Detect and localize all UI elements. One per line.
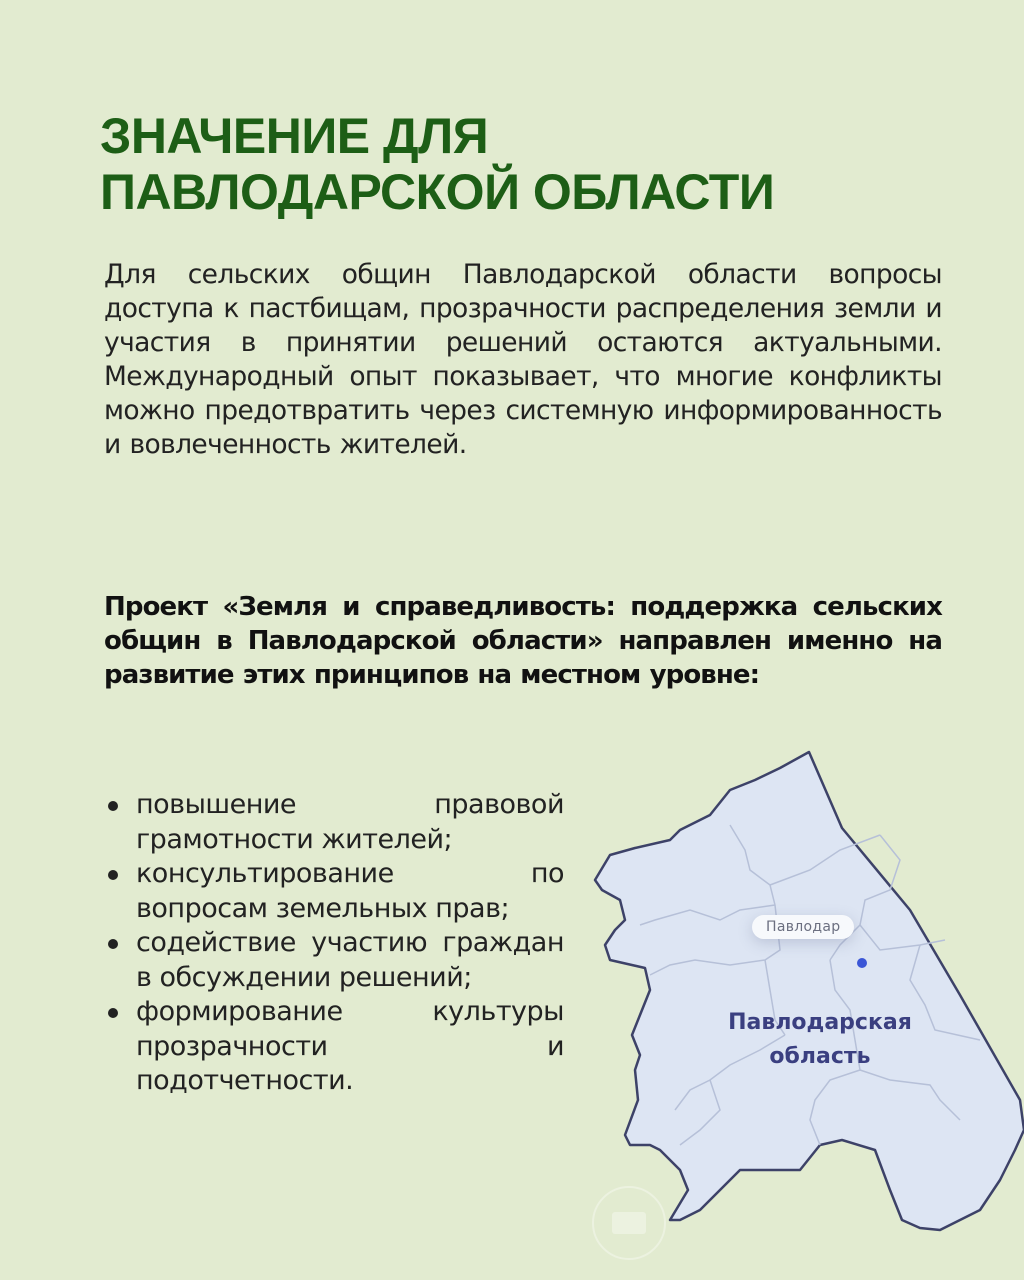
bullet-icon (108, 870, 118, 880)
principles-list (104, 788, 564, 1099)
project-paragraph: Проект «Земля и справедливость: поддержка сельских общин в Павлодарской области» направлен именно на развитие этих принципов на местном уровне: (104, 592, 942, 690)
region-map-shape (580, 750, 1024, 1250)
city-marker-icon (857, 958, 867, 968)
region-map (580, 750, 1024, 1250)
title-line-1: ЗНАЧЕНИЕ ДЛЯ (100, 108, 489, 164)
intro-paragraph: Для сельских общин Павлодарской области вопросы доступа к пастбищам, прозрачности распределения земли и участия в принятии решений остаются актуальными. Международный опыт показывает, что многие конфликты можно предотвратить через системную информированность и вовлеченность жителей. (104, 259, 942, 460)
bullet-icon (108, 801, 118, 811)
bullet-icon (108, 1008, 118, 1018)
list-item: содействие участию граждан в обсуждении решений; (104, 926, 564, 995)
title-line-2: ПАВЛОДАРСКОЙ ОБЛАСТИ (100, 164, 775, 220)
list-item: консультирование по вопросам земельных прав; (104, 857, 564, 926)
page-title (100, 108, 900, 220)
region-label: Павлодарская область (728, 1010, 912, 1069)
bullet-icon (108, 939, 118, 949)
list-item: повышение правовой грамотности жителей; (104, 788, 564, 857)
city-label-pavlodar: Павлодар (752, 915, 854, 939)
watermark (592, 1186, 666, 1260)
list-item: формирование культуры прозрачности и подотчетности. (104, 995, 564, 1099)
envelope-icon (612, 1212, 646, 1234)
